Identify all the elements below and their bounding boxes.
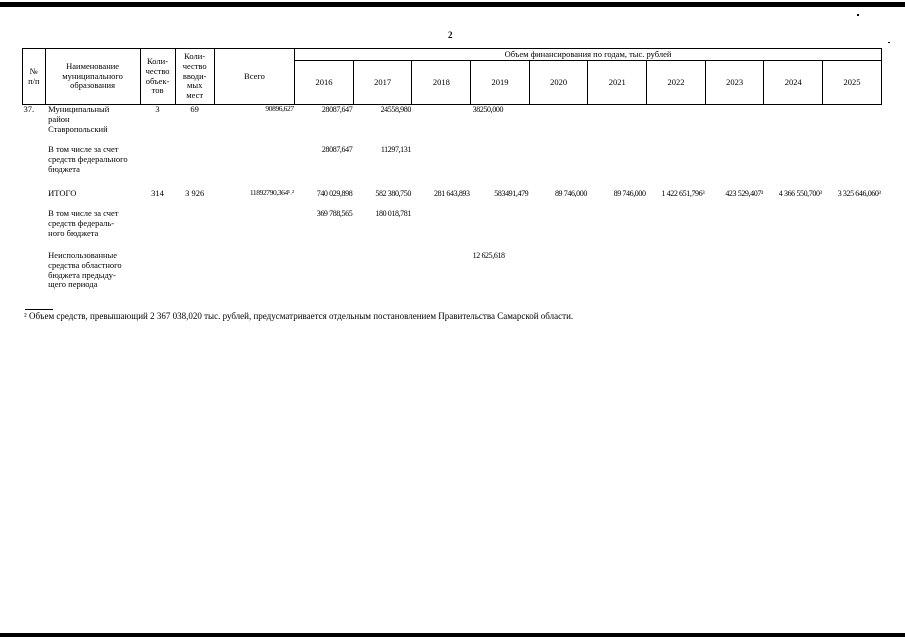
row-places-cell: 69: [190, 104, 199, 114]
header-places: [175, 49, 214, 105]
row-year-cell-2020: 89 746,000: [554, 189, 587, 198]
bottom-border-bar: [0, 633, 905, 637]
row-total-cell: [214, 145, 294, 189]
row-year-cell-2020: [529, 145, 588, 189]
table-row: [23, 189, 882, 209]
row-year-cell-2020: [529, 251, 588, 303]
row-number-cell: [23, 209, 46, 251]
header-year-2016: 2016: [295, 61, 354, 105]
row-year-cell-2016: 740 029,898: [316, 189, 353, 198]
row-year-cell-2017: 11297,131: [380, 145, 411, 154]
row-year-cell-2021: [588, 209, 647, 251]
table-row: [23, 145, 882, 189]
header-year-2017: 2017: [353, 61, 412, 105]
row-year-cell-2018: [412, 105, 471, 146]
row-year-cell-2016: 28087,647: [321, 145, 353, 154]
row-year-cell-2023: [705, 145, 764, 189]
row-year-cell-2018: [412, 145, 471, 189]
row-year-cell-2019: 583491,479: [494, 189, 529, 198]
row-year-cell-2019: [471, 145, 530, 189]
row-year-cell-2022: [647, 209, 706, 251]
row-objects-cell: 314: [151, 188, 164, 198]
row-objects-cell: [140, 145, 175, 189]
row-year-cell-2022: [647, 145, 706, 189]
header-num-text: № п/п: [28, 65, 40, 86]
row-number-cell: [23, 145, 46, 189]
row-year-cell-2017: 24558,980: [380, 105, 411, 114]
row-number-cell: [23, 251, 46, 303]
row-year-cell-2023: [705, 105, 764, 146]
header-total-text: Всего: [244, 70, 265, 81]
row-year-cell-2021: [588, 105, 647, 146]
row-year-cell-2025: 3 325 646,060³: [837, 189, 881, 198]
row-total-cell: [214, 209, 294, 251]
row-total-cell: [214, 251, 294, 303]
row-places-cell: [175, 145, 214, 189]
row-year-cell-2019: [471, 209, 530, 251]
row-number-cell: [23, 189, 46, 209]
header-year-2020: 2020: [529, 61, 588, 105]
row-year-cell-2019: 38250,000: [472, 105, 504, 114]
header-num: [23, 49, 46, 105]
row-year-cell-2024: [764, 209, 823, 251]
header-objects: [140, 49, 175, 105]
row-year-cell-2024: 4 366 550,700³: [778, 189, 822, 198]
financing-table: [22, 48, 882, 303]
footnote-text: ² Объем средств, превышающий 2 367 038,020 тыс. рублей, предусматривается отдельным постановлением Правительства Самарской области.: [24, 311, 574, 321]
header-year-2022: 2022: [647, 61, 706, 105]
row-year-cell-2020: [529, 105, 588, 146]
header-year-2019: 2019: [471, 61, 530, 105]
row-year-cell-2024: [764, 251, 823, 303]
row-year-cell-2022: [647, 105, 706, 146]
row-year-cell-2019: 12 625,618: [472, 251, 505, 260]
header-year-2025: 2025: [823, 61, 882, 105]
row-objects-cell: [140, 251, 175, 303]
header-year-2021: 2021: [588, 61, 647, 105]
header-total: [214, 49, 294, 105]
page-number: 2: [448, 30, 453, 40]
scan-speck: [888, 42, 890, 43]
row-year-cell-2023: 423 529,407³: [725, 189, 763, 198]
row-year-cell-2025: [823, 251, 882, 303]
row-number-cell: 37.: [23, 104, 35, 114]
row-year-cell-2022: [647, 251, 706, 303]
header-year-2023: 2023: [705, 61, 764, 105]
row-year-cell-2017: 582 380,750: [375, 189, 411, 198]
row-year-cell-2020: [529, 209, 588, 251]
row-year-cell-2021: 89 746,000: [613, 189, 646, 198]
row-year-cell-2025: [823, 209, 882, 251]
header-name: [45, 49, 140, 105]
table-row: [23, 251, 882, 303]
row-year-cell-2023: [705, 251, 764, 303]
row-year-cell-2021: [588, 251, 647, 303]
row-year-cell-2024: [764, 145, 823, 189]
row-year-cell-2025: [823, 105, 882, 146]
row-year-cell-2024: [764, 105, 823, 146]
row-year-cell-2017: 180 018,781: [375, 209, 411, 218]
header-objects-text: Коли- чество объек- тов: [145, 55, 170, 96]
row-name-cell: Муниципальный район Ставропольский: [48, 104, 110, 134]
row-objects-cell: 3: [155, 104, 160, 114]
row-year-cell-2017: [353, 251, 412, 303]
row-year-cell-2018: [412, 209, 471, 251]
row-total-cell: 90896,627: [265, 104, 294, 113]
row-year-cell-2016: 28087,647: [321, 105, 353, 114]
table-row: [23, 209, 882, 251]
scan-speck: [857, 14, 859, 16]
row-year-cell-2018: [412, 251, 471, 303]
row-places-cell: [175, 209, 214, 251]
row-name-cell: ИТОГО: [48, 188, 77, 198]
row-name-cell: В том числе за счет средств федерального бюджета: [48, 144, 128, 174]
header-year-2024: 2024: [764, 61, 823, 105]
header-places-text: Коли- чество вводи- мых мест: [182, 51, 207, 101]
row-name-cell: В том числе за счет средств федераль- ного бюджета: [48, 208, 119, 238]
row-places-cell: 3 926: [185, 188, 205, 198]
row-objects-cell: [140, 209, 175, 251]
row-name-cell: Неиспользованные средства областного бюджета предыду- щего периода: [48, 250, 122, 290]
table-row: [23, 105, 882, 146]
row-year-cell-2018: 281 643,893: [434, 189, 470, 198]
top-border-bar: [0, 2, 905, 7]
header-year-2018: 2018: [412, 61, 471, 105]
header-financing-group: Объем финансирования по годам, тыс. рублей: [295, 49, 882, 61]
header-name-text: Наименование муниципального образования: [62, 60, 123, 91]
row-year-cell-2022: 1 422 651,796³: [661, 189, 705, 198]
row-year-cell-2016: [295, 251, 354, 303]
footnote-separator: [25, 309, 53, 310]
row-year-cell-2016: 369 788,565: [316, 209, 353, 218]
row-year-cell-2025: [823, 145, 882, 189]
row-year-cell-2023: [705, 209, 764, 251]
row-year-cell-2021: [588, 145, 647, 189]
row-places-cell: [175, 251, 214, 303]
row-total-cell: 11892790,364¹˒²: [249, 188, 294, 197]
